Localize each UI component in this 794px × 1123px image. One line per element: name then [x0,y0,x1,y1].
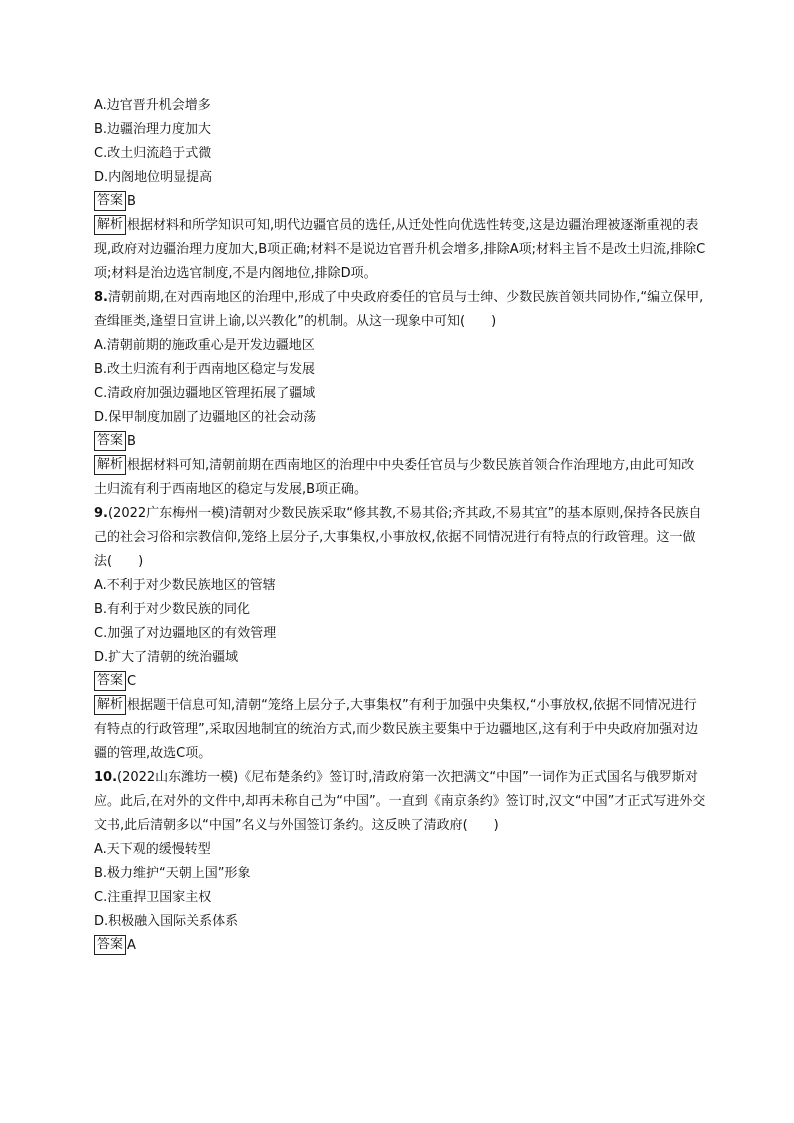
question-number: 9. [94,506,108,521]
analysis-row [94,694,706,766]
answer-value: B [127,194,136,209]
option-c: C.加强了对边疆地区的有效管理 [94,626,277,641]
answer-row [94,190,706,214]
option-d: D.积极融入国际关系体系 [94,914,239,929]
question-number: 8. [94,290,108,305]
question-text: (2022山东潍坊一模)《尼布楚条约》签订时,清政府第一次把满文“中国”一词作为正式国名与俄罗斯对应。此后,在对外的文件中,却再未称自己为“中国”。一直到《南京条约》签订时,汉文“中国”才正式写进外交文书,此后清朝多以“中国”名义与外国签订条约。这反映了清政府( ) [94,770,706,833]
answer-value: A [127,938,136,953]
question-stem [94,502,706,574]
option-b: B.改土归流有利于西南地区稳定与发展 [94,362,316,377]
answer-tag: 答案 [94,671,126,691]
option-b: B.有利于对少数民族的同化 [94,602,251,617]
answer-row [94,670,706,694]
answer-value: C [127,674,137,689]
analysis-tag: 解析 [94,695,126,715]
option-d: D.扩大了清朝的统治疆域 [94,650,239,665]
question-9 [94,502,706,766]
question-stem [94,766,706,838]
analysis-tag: 解析 [94,215,126,235]
analysis-row [94,214,706,286]
option-c: C.注重捍卫国家主权 [94,890,212,905]
answer-tag: 答案 [94,431,126,451]
question-10 [94,766,706,958]
question-number: 10. [94,770,118,785]
answer-value: B [127,434,136,449]
question-7 [94,94,706,286]
option-c: C.改土归流趋于式微 [94,146,212,161]
analysis-text: 根据材料可知,清朝前期在西南地区的治理中中央委任官员与少数民族首领合作治理地方,由此可知改土归流有利于西南地区的稳定与发展,B项正确。 [94,458,695,497]
answer-tag: 答案 [94,935,126,955]
option-a: A.边官晋升机会增多 [94,98,211,113]
analysis-text: 根据材料和所学知识可知,明代边疆官员的选任,从迁处性向优选性转变,这是边疆治理被逐渐重视的表现,政府对边疆治理力度加大,B项正确;材料不是说边官晋升机会增多,排除A项;材料主旨不是改土归流,排除C项;材料是治边选官制度,不是内阁地位,排除D项。 [94,218,706,281]
document-page [94,94,706,958]
question-stem [94,286,706,334]
analysis-text: 根据题干信息可知,清朝“笼络上层分子,大事集权”有利于加强中央集权,“小事放权,依据不同情况进行有特点的行政管理”,采取因地制宜的统治方式,而少数民族主要集中于边疆地区,这有利于中央政府加强对边疆的管理,故选C项。 [94,698,699,761]
option-b: B.边疆治理力度加大 [94,122,212,137]
option-a: A.天下观的缓慢转型 [94,842,211,857]
analysis-row [94,454,706,502]
answer-row [94,934,706,958]
option-b: B.极力维护“天朝上国”形象 [94,866,251,881]
option-d: D.内阁地位明显提高 [94,170,213,185]
option-c: C.清政府加强边疆地区管理拓展了疆域 [94,386,316,401]
option-a: A.不利于对少数民族地区的管辖 [94,578,276,593]
option-d: D.保甲制度加剧了边疆地区的社会动荡 [94,410,317,425]
option-a: A.清朝前期的施政重心是开发边疆地区 [94,338,315,353]
answer-row [94,430,706,454]
analysis-tag: 解析 [94,455,126,475]
question-text: (2022广东梅州一模)清朝对少数民族采取“修其教,不易其俗;齐其政,不易其宜”的基本原则,保持各民族自己的社会习俗和宗教信仰,笼络上层分子,大事集权,小事放权,依据不同情况进行有特点的行政管理。这一做法( ) [94,506,702,569]
question-8 [94,286,706,502]
question-text: 清朝前期,在对西南地区的治理中,形成了中央政府委任的官员与士绅、少数民族首领共同协作,“编立保甲,查缉匪类,逢望日宣讲上谕,以兴教化”的机制。从这一现象中可知( ) [94,290,704,329]
answer-tag: 答案 [94,191,126,211]
